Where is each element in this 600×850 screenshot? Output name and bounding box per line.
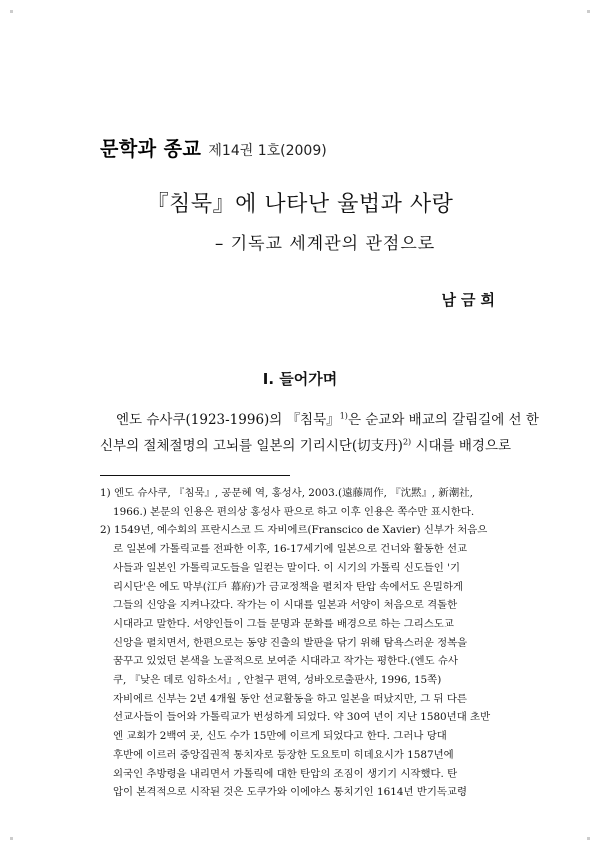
footnote-line: 신앙을 펼치면서, 한편으로는 동양 진출의 발판을 닦기 위해 탐욕스러운 정복을 [113,636,468,649]
page-corner-mark [10,837,13,840]
footnote-line: 자비에르 신부는 2년 4개월 동안 선교활동을 하고 일본을 떠났지만, 그 뒤 다른 [113,692,467,705]
footnote-line: 2) 1549년, 예수회의 프란시스코 드 자비에르(Franscico de Xavier) 신부가 처음으 [100,524,488,537]
footnote-line: 꿈꾸고 있었던 본색을 노골적으로 보여준 시대라고 작가는 평한다.(엔도 슈사 [113,655,458,668]
journal-logo: 문학과 종교 [100,137,202,161]
footnote-ref[interactable]: 2) [402,437,412,447]
footnote-line: 1966.) 본문의 인용은 편의상 홍성사 판으로 하고 이후 인용은 쪽수만 표시한다. [113,505,475,518]
footnote-line: 사들과 일본인 가톨릭교도들을 일컫는 말이다. 이 시기의 가톨릭 신도들인 '기 [113,561,461,574]
journal-header [100,134,327,161]
footnote-line: 후반에 이르러 중앙집권적 통치자로 등장한 도요토미 히데요시가 1587년에 [113,748,454,761]
author-name: 남금희 [441,291,500,309]
article-subtitle: – 기독교 세계관의 관점으로 [214,234,436,254]
page-corner-mark [10,10,13,13]
footnote-line: 압이 본격적으로 시작된 것은 도쿠가와 이에야스 통치기인 1614년 반기독교령 [113,786,467,799]
article-title: 『침묵』에 나타난 율법과 사랑 [146,192,454,217]
footnote-line: 엔 교회가 2백여 곳, 신도 수가 15만에 이르게 되었다고 한다. 그러나 당대 [113,730,447,743]
footnotes [100,484,500,802]
footnote-line: 선교사들이 들어와 가톨릭교가 번성하게 되었다. 약 30여 년이 지난 1580년대 초반 [113,711,491,724]
footnote-line: 시대라고 말한다. 서양인들이 그들 문명과 문화를 배경으로 하는 그리스도교 [113,617,454,630]
footnote-line: 리시단'은 에도 막부(江戶 幕府)가 금교정책을 펼치자 탄압 속에서도 은밀하게 [113,580,463,593]
page-corner-mark [587,10,590,13]
footnote-line: 그들의 신앙을 지켜나갔다. 작가는 이 시대를 일본과 서양이 처음으로 격돌한 [113,599,458,612]
footnote-divider [100,475,290,476]
footnote-line: 외국인 추방령을 내리면서 가톨릭에 대한 탄압의 조짐이 생기기 시작했다. 탄 [113,767,458,780]
body-paragraph [100,407,539,459]
footnote-line: 쿠, 『낮은 데로 임하소서』, 안철구 편역, 성바오로출판사, 1996, 15쪽) [113,674,442,687]
footnote-line: 로 일본에 가톨릭교를 전파한 이후, 16-17세기에 일본으로 건너와 활동한 선교 [113,543,468,556]
body-line: 신부의 절체절명의 고뇌를 일본의 기리시단(切支丹)$^{2)}$ 시대를 배경으로 [100,437,512,454]
body-line: 엔도 슈사쿠(1923-1996)의 『침묵』$^{1)}$은 순교와 배교의 갈림길에 선 한 [116,411,539,428]
section-heading: Ⅰ. 들어가며 [262,370,338,388]
footnote-2 [100,521,500,802]
footnote-1 [100,484,500,521]
footnote-ref[interactable]: 1) [339,411,348,421]
journal-issue: 제14권 1호(2009) [208,143,327,159]
page-corner-mark [587,837,590,840]
footnote-line: 1) 엔도 슈사쿠, 『침묵』, 공문혜 역, 홍성사, 2003.(遠藤周作, 『沈黙』, 新潮社, [100,487,473,499]
